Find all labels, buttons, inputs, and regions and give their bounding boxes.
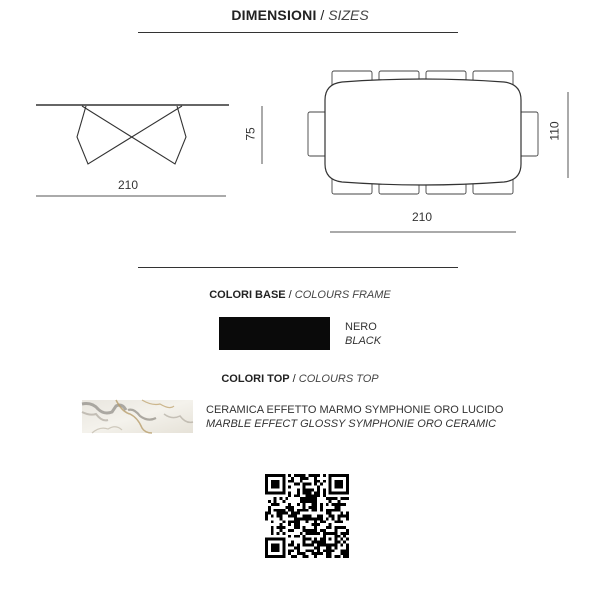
colours-frame-heading-italic: COLOURS FRAME <box>294 289 391 301</box>
top-colour-name <box>206 403 503 431</box>
colours-top-heading <box>0 373 600 385</box>
colours-top-heading-sep: / <box>289 373 299 385</box>
title-bold: DIMENSIONI <box>231 7 317 23</box>
colours-frame-heading-bold: COLORI BASE <box>209 289 286 301</box>
frame-colour-name-en: BLACK <box>345 335 382 347</box>
qr-code-icon[interactable] <box>265 474 349 558</box>
side-width-label: 210 <box>118 178 139 192</box>
frame-colour-name-it: NERO <box>345 321 377 333</box>
table-top-outline <box>325 79 521 185</box>
height-label: 75 <box>243 127 258 141</box>
frame-colour-swatch <box>219 317 330 350</box>
frame-colour-name <box>345 320 381 348</box>
top-colour-name-it: CERAMICA EFFETTO MARMO SYMPHONIE ORO LUCIDO <box>206 404 504 416</box>
colours-top-heading-italic: COLOURS TOP <box>298 373 379 385</box>
title-italic: SIZES <box>328 7 369 23</box>
colours-frame-heading-sep: / <box>285 289 295 301</box>
section-divider <box>138 267 458 268</box>
top-colour-swatch <box>82 400 193 433</box>
colours-frame-heading <box>0 289 600 301</box>
top-width-label: 210 <box>412 210 433 224</box>
top-depth-label: 110 <box>547 121 562 141</box>
colours-top-heading-bold: COLORI TOP <box>221 373 290 385</box>
top-view-drawing <box>308 71 538 194</box>
title-separator: / <box>316 7 329 23</box>
top-colour-name-en: MARBLE EFFECT GLOSSY SYMPHONIE ORO CERAMIC <box>206 418 497 430</box>
